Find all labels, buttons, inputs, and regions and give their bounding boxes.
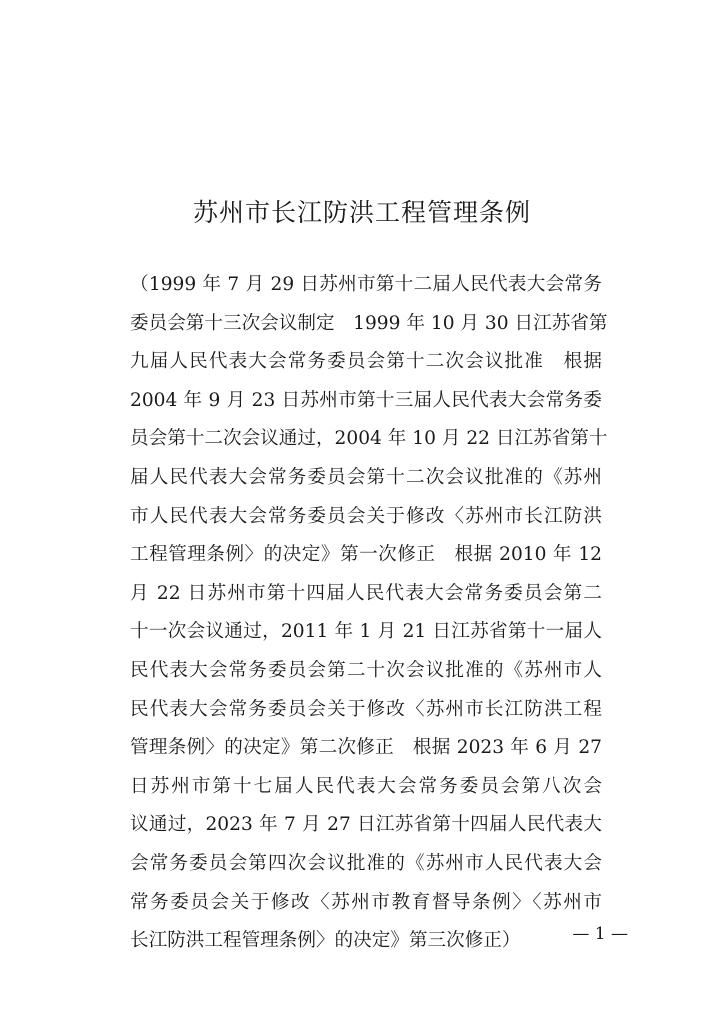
preamble-line: 议通过，2023 年 7 月 27 日江苏省第十四届人民代表大: [130, 814, 602, 836]
preamble-line: （1999 年 7 月 29 日苏州市第十二届人民代表大会常务: [130, 274, 602, 295]
preamble-line: 九届人民代表大会常务委员会第十二次会议批准 根据: [130, 351, 602, 373]
preamble-line: 日苏州市第十七届人民代表大会常务委员会第八次会: [130, 775, 602, 797]
preamble-line: 十一次会议通过，2011 年 1 月 21 日江苏省第十一届人: [130, 621, 602, 643]
preamble-line: 会常务委员会第四次会议批准的《苏州市人民代表大会: [130, 852, 602, 874]
preamble-line: 工程管理条例〉的决定》第一次修正 根据 2010 年 12: [130, 544, 602, 566]
page-number: — 1 —: [572, 924, 628, 944]
preamble-line: 民代表大会常务委员会关于修改〈苏州市长江防洪工程: [130, 698, 602, 720]
document-title: 苏州市长江防洪工程管理条例: [192, 198, 531, 227]
preamble-line: 届人民代表大会常务委员会第十二次会议批准的《苏州: [130, 466, 602, 488]
preamble-line: 长江防洪工程管理条例〉的决定》第三次修正）: [130, 930, 521, 952]
legislative-history-preamble: [130, 270, 608, 965]
preamble-line: 常务委员会关于修改〈苏州市教育督导条例〉〈苏州市: [130, 891, 602, 913]
preamble-line: 月 22 日苏州市第十四届人民代表大会常务委员会第二: [130, 582, 602, 604]
preamble-line: 市人民代表大会常务委员会关于修改〈苏州市长江防洪: [130, 505, 602, 527]
preamble-line: 2004 年 9 月 23 日苏州市第十三届人民代表大会常务委: [130, 389, 602, 411]
preamble-line: 员会第十二次会议通过，2004 年 10 月 22 日江苏省第十: [130, 428, 608, 450]
preamble-line: 委员会第十三次会议制定 1999 年 10 月 30 日江苏省第: [130, 312, 608, 334]
preamble-line: 民代表大会常务委员会第二十次会议批准的《苏州市人: [130, 659, 602, 681]
preamble-line: 管理条例〉的决定》第二次修正 根据 2023 年 6 月 27: [130, 737, 602, 759]
